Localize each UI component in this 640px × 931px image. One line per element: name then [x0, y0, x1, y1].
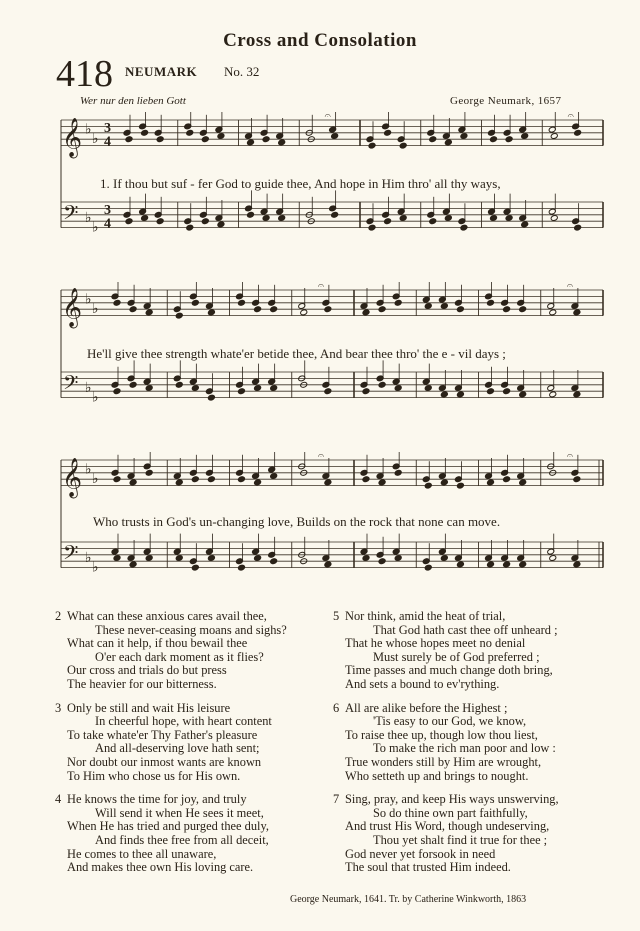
verse-line: To take whate'er Thy Father's pleasure — [67, 727, 258, 742]
treble-note — [217, 133, 225, 140]
bass-note — [521, 221, 529, 228]
verse-line: That he whose hopes meet no denial — [345, 636, 526, 651]
bass-clef-icon: 𝄢 — [63, 371, 79, 400]
treble-note — [487, 479, 495, 486]
bass-note — [270, 558, 278, 565]
music-system-2 — [55, 282, 610, 422]
bass-note — [238, 388, 246, 395]
bass-note — [175, 555, 183, 562]
verse-number: 3 — [55, 700, 62, 715]
verse-line: Our cross and trials do but press — [67, 663, 227, 678]
bass-note — [129, 381, 137, 388]
treble-note — [487, 299, 495, 306]
bass-note — [191, 564, 199, 571]
verse-6 — [333, 700, 615, 784]
bass-note — [503, 388, 511, 395]
time-signature-top: 3 — [104, 120, 111, 136]
verse-4 — [55, 792, 347, 875]
treble-note — [254, 479, 262, 486]
treble-note — [175, 312, 183, 319]
verse-line: God never yet forsook in need — [345, 846, 496, 861]
bass-note — [270, 385, 278, 392]
flat-icon: ♭ — [92, 559, 99, 576]
bass-note — [503, 561, 511, 568]
bass-note — [573, 561, 581, 568]
bass-note — [331, 211, 339, 218]
verse-line: And makes thee own His loving care. — [67, 860, 254, 875]
verse-line: Who setteth up and brings to nought. — [345, 768, 529, 783]
treble-note — [519, 479, 527, 486]
treble-note — [191, 299, 199, 306]
credit-line: George Neumark, 1641. Tr. by Catherine Winkworth, 1863 — [290, 894, 527, 905]
flat-icon: ♭ — [92, 301, 99, 318]
treble-note — [113, 476, 121, 483]
verse-line: What can these anxious cares avail thee, — [67, 609, 267, 623]
verse-line: And trust His Word, though undeserving, — [345, 819, 550, 834]
bass-note — [113, 388, 121, 395]
bass-note — [113, 555, 121, 562]
treble-note — [270, 473, 278, 480]
treble-note — [362, 309, 370, 316]
treble-note — [503, 476, 511, 483]
bass-note — [549, 391, 557, 398]
fermata-icon: 𝄐 — [566, 282, 573, 292]
verse-number: 4 — [55, 792, 62, 807]
verse-line: To raise thee up, though low thou liest, — [345, 727, 538, 742]
flat-icon: ♭ — [92, 389, 99, 406]
treble-note — [207, 476, 215, 483]
treble-note — [394, 299, 402, 306]
bass-note — [191, 385, 199, 392]
treble-note — [394, 469, 402, 476]
original-first-line: Wer nur den lieben Gott — [80, 95, 186, 107]
verse-7 — [333, 792, 615, 875]
treble-note — [300, 309, 308, 316]
verse-line: Thou yet shalt find it true for thee ; — [373, 832, 548, 847]
bass-note — [399, 215, 407, 222]
verse-number: 6 — [333, 700, 340, 715]
flat-icon: ♭ — [85, 210, 92, 226]
verse-line: 'Tis easy to our God, we know, — [373, 714, 527, 729]
bass-note — [145, 385, 153, 392]
treble-note — [505, 136, 513, 143]
verses-left-column — [55, 609, 347, 885]
treble-note — [191, 476, 199, 483]
bass-note — [429, 218, 437, 225]
verse-line: These never-ceasing moans and sighs? — [95, 622, 287, 637]
bass-note — [324, 388, 332, 395]
treble-note — [424, 482, 432, 489]
bass-note — [519, 391, 527, 398]
treble-note — [456, 306, 464, 313]
treble-note — [324, 306, 332, 313]
treble-note — [549, 309, 557, 316]
verse-line: The heavier for our bitterness. — [67, 676, 217, 691]
treble-note — [429, 136, 437, 143]
verse-line: And finds thee free from all deceit, — [95, 832, 269, 847]
tune-number: No. 32 — [224, 64, 260, 79]
treble-note — [490, 136, 498, 143]
treble-note — [399, 142, 407, 149]
treble-note — [145, 309, 153, 316]
bass-note — [519, 561, 527, 568]
treble-note — [503, 306, 511, 313]
bass-note — [394, 555, 402, 562]
bass-note — [145, 555, 153, 562]
treble-clef-icon: 𝄞 — [62, 117, 83, 158]
flat-icon: ♭ — [85, 461, 92, 478]
verse-number: 2 — [55, 609, 62, 623]
bass-note — [424, 385, 432, 392]
treble-note — [521, 133, 529, 140]
treble-clef-icon: 𝄞 — [62, 457, 83, 498]
bass-note — [362, 388, 370, 395]
flat-icon: ♭ — [85, 380, 92, 396]
treble-note — [573, 476, 581, 483]
fermata-icon: 𝄐 — [567, 112, 574, 122]
treble-note — [362, 476, 370, 483]
bass-note — [490, 215, 498, 222]
verse-line: Only be still and wait His leisure — [67, 700, 231, 715]
hymn-number: 418 — [56, 53, 113, 95]
bass-note — [262, 215, 270, 222]
verse-3 — [55, 700, 347, 784]
treble-note — [324, 479, 332, 486]
treble-note — [145, 469, 153, 476]
fermata-icon: 𝄐 — [317, 282, 324, 292]
bass-note — [362, 555, 370, 562]
verse-line: Must surely be of God preferred ; — [373, 649, 540, 664]
bass-note — [549, 555, 557, 562]
treble-note — [129, 479, 137, 486]
bass-note — [207, 394, 215, 401]
treble-note — [378, 479, 386, 486]
section-title: Cross and Consolation — [223, 30, 417, 51]
lyric-line-3: Who trusts in God's un-changing love, Builds on the rock that none can move. — [93, 514, 501, 529]
bass-note — [456, 391, 464, 398]
treble-note — [331, 133, 339, 140]
time-signature-bottom: 4 — [104, 134, 111, 150]
composer: George Neumark, 1657 — [450, 95, 562, 107]
treble-clef-icon: 𝄞 — [62, 287, 83, 328]
verse-line: He knows the time for joy, and truly — [67, 792, 247, 807]
verse-5 — [333, 609, 615, 692]
verse-number: 7 — [333, 792, 340, 807]
verse-line: So do thine own part faithfully, — [373, 805, 528, 820]
treble-note — [254, 306, 262, 313]
verses-right-column — [333, 609, 615, 885]
treble-note — [460, 133, 468, 140]
bass-note — [238, 564, 246, 571]
verse-line: In cheerful hope, with heart content — [95, 714, 272, 729]
lyric-line-2: He'll give thee strength whate'er betide thee, And bear thee thro' the e - vil days ; — [87, 346, 506, 361]
flat-icon: ♭ — [92, 219, 99, 236]
bass-note — [456, 561, 464, 568]
treble-note — [238, 476, 246, 483]
flat-icon: ♭ — [92, 131, 99, 148]
treble-note — [384, 129, 392, 136]
verse-number: 5 — [333, 609, 340, 623]
treble-note — [456, 482, 464, 489]
bass-note — [574, 224, 582, 231]
flat-icon: ♭ — [92, 471, 99, 488]
music-system-1 — [55, 112, 610, 252]
lyric-line-1: 1. If thou but suf - fer God to guide thee, And hope in Him thro' all thy ways, — [100, 176, 501, 191]
bass-note — [254, 555, 262, 562]
bass-clef-icon: 𝄢 — [63, 201, 79, 230]
fermata-icon: 𝄐 — [324, 112, 331, 122]
music-system-3 — [55, 452, 610, 592]
time-signature-top: 3 — [104, 202, 111, 218]
verse-line: All are alike before the Highest ; — [345, 700, 508, 715]
treble-note — [440, 303, 448, 310]
tune-name: NEUMARK — [125, 64, 198, 79]
treble-note — [444, 139, 452, 146]
bass-note — [125, 218, 133, 225]
bass-note — [444, 215, 452, 222]
bass-note — [254, 385, 262, 392]
bass-note — [324, 561, 332, 568]
treble-note — [270, 306, 278, 313]
treble-note — [201, 136, 209, 143]
treble-note — [129, 306, 137, 313]
treble-note — [156, 136, 164, 143]
treble-note — [207, 309, 215, 316]
bass-note — [201, 218, 209, 225]
bass-note — [440, 555, 448, 562]
treble-note — [262, 136, 270, 143]
bass-note — [424, 564, 432, 571]
treble-note — [573, 309, 581, 316]
treble-note — [440, 479, 448, 486]
bass-note — [207, 555, 215, 562]
flat-icon: ♭ — [85, 291, 92, 308]
treble-note — [278, 139, 286, 146]
bass-note — [378, 381, 386, 388]
verse-line: And all-deserving love hath sent; — [95, 741, 260, 756]
time-signature-bottom: 4 — [104, 216, 111, 232]
bass-note — [394, 385, 402, 392]
flat-icon: ♭ — [85, 550, 92, 566]
treble-note — [175, 479, 183, 486]
treble-note — [247, 139, 255, 146]
verse-line: To Him who chose us for His own. — [67, 768, 241, 783]
fermata-icon: 𝄐 — [566, 452, 573, 462]
bass-note — [278, 215, 286, 222]
verse-line: Will send it when He sees it meet, — [95, 805, 264, 820]
verse-line: And sets a bound to ev'rything. — [345, 676, 500, 691]
bass-note — [247, 211, 255, 218]
bass-note — [129, 561, 137, 568]
bass-note — [487, 561, 495, 568]
treble-note — [519, 306, 527, 313]
verse-line: Nor doubt our inmost wants are known — [67, 754, 262, 769]
treble-note — [113, 299, 121, 306]
verse-line: True wonders still by Him are wrought, — [345, 754, 542, 769]
verse-line: When He has tried and purged thee duly, — [67, 819, 269, 834]
bass-note — [186, 224, 194, 231]
bass-note — [573, 391, 581, 398]
verse-line: The soul that trusted Him indeed. — [345, 860, 511, 875]
bass-note — [550, 215, 558, 222]
treble-note — [186, 129, 194, 136]
bass-clef-icon: 𝄢 — [63, 541, 79, 570]
verse-2 — [55, 609, 347, 692]
verse-line: He comes to thee all unaware, — [67, 846, 217, 861]
flat-icon: ♭ — [85, 121, 92, 138]
verse-line: O'er each dark moment as it flies? — [95, 649, 264, 664]
bass-note — [378, 558, 386, 565]
verse-line: What can it help, if thou bewail thee — [67, 636, 248, 651]
bass-note — [440, 391, 448, 398]
bass-note — [505, 215, 513, 222]
treble-note — [574, 129, 582, 136]
treble-note — [141, 129, 149, 136]
bass-note — [156, 218, 164, 225]
bass-note — [368, 224, 376, 231]
bass-note — [175, 381, 183, 388]
bass-note — [384, 218, 392, 225]
bass-note — [141, 215, 149, 222]
verse-line: To make the rich man poor and low : — [373, 741, 556, 756]
verse-line: That God hath cast thee off unheard ; — [373, 622, 558, 637]
verse-line: Sing, pray, and keep His ways unswerving, — [345, 792, 559, 807]
treble-note — [125, 136, 133, 143]
treble-note — [368, 142, 376, 149]
bass-note — [217, 221, 225, 228]
bass-note — [460, 224, 468, 231]
fermata-icon: 𝄐 — [317, 452, 324, 462]
verse-line: Time passes and much change doth bring, — [345, 663, 553, 678]
treble-note — [378, 306, 386, 313]
bass-note — [487, 388, 495, 395]
treble-note — [238, 299, 246, 306]
treble-note — [424, 303, 432, 310]
treble-note — [550, 133, 558, 140]
verse-line: Nor think, amid the heat of trial, — [345, 609, 506, 623]
